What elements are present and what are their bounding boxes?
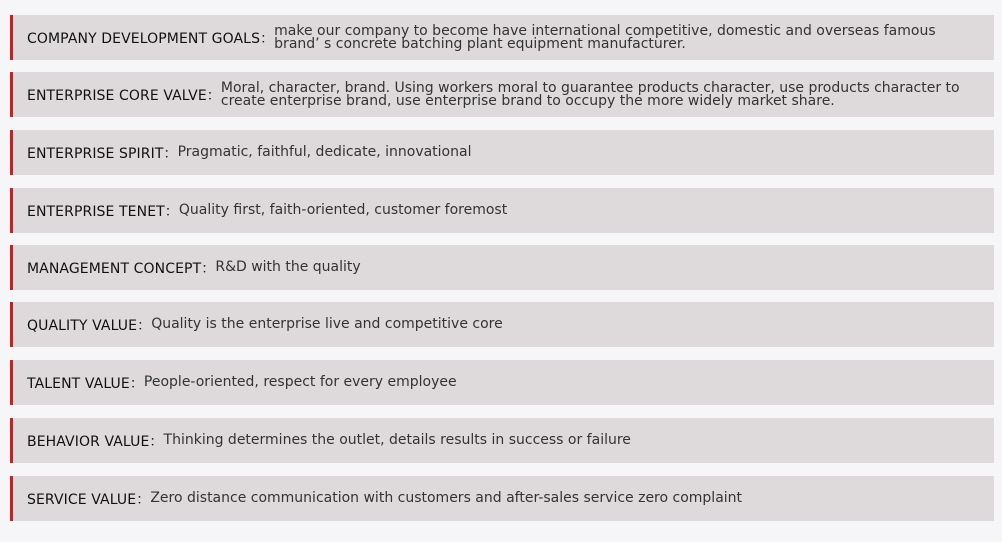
item-label: SERVICE VALUE： bbox=[27, 491, 151, 508]
item-label: ENTERPRISE SPIRIT： bbox=[27, 145, 178, 162]
item-text: Moral, character, brand. Using workers moral to guarantee products character, use products character to create enterprise brand, use enterprise brand to occupy the more widely market share. bbox=[220, 79, 960, 109]
list-item-enterprise-spirit bbox=[10, 130, 994, 175]
item-text: Thinking determines the outlet, details results in success or failure bbox=[163, 432, 631, 448]
list-item-quality-value bbox=[10, 302, 994, 347]
item-text: People-oriented, respect for every employee bbox=[143, 374, 457, 390]
list-item-enterprise-tenet bbox=[10, 188, 994, 233]
list-item-development-goals bbox=[10, 15, 994, 60]
list-item-talent-value bbox=[10, 360, 994, 405]
item-text: R&D with the quality bbox=[215, 259, 361, 275]
item-text: Quality first, faith-oriented, customer foremost bbox=[178, 202, 508, 218]
item-text: Quality is the enterprise live and competitive core bbox=[151, 316, 503, 332]
item-label: QUALITY VALUE： bbox=[27, 317, 152, 334]
list-item-core-valve bbox=[10, 72, 994, 117]
item-label: ENTERPRISE TENET： bbox=[27, 203, 179, 220]
item-text: make our company to become have international competitive, domestic and overseas famous brand’ s concrete batching plant equipment manufacturer. bbox=[274, 22, 936, 52]
item-label: TALENT VALUE： bbox=[27, 375, 144, 392]
item-label: BEHAVIOR VALUE： bbox=[27, 433, 164, 450]
item-text: Zero distance communication with customers and after-sales service zero complaint bbox=[150, 490, 743, 506]
item-label: ENTERPRISE CORE VALVE： bbox=[27, 87, 221, 104]
item-label: COMPANY DEVELOPMENT GOALS： bbox=[27, 30, 275, 47]
list-item-behavior-value bbox=[10, 418, 994, 463]
list-item-management-concept bbox=[10, 245, 994, 290]
item-label: MANAGEMENT CONCEPT： bbox=[27, 260, 216, 277]
item-text: Pragmatic, faithful, dedicate, innovational bbox=[177, 144, 472, 160]
list-item-service-value bbox=[10, 476, 994, 521]
